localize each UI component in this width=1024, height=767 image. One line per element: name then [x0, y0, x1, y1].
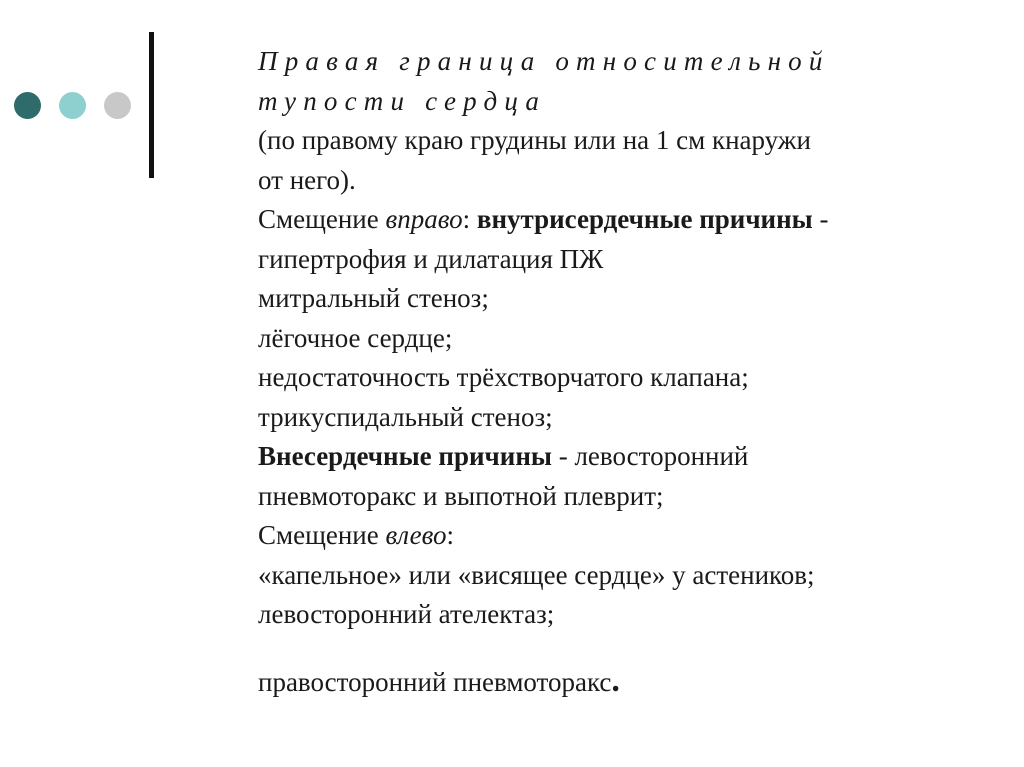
dot-gray	[104, 92, 131, 119]
subtitle-line-1: (по правому краю грудины или на 1 см кнаружи	[258, 125, 811, 155]
intracardiac-item: гипертрофия и дилатация ПЖ	[258, 243, 604, 274]
shift-right-direction: вправо	[385, 204, 463, 234]
intracardiac-item: недостаточность трёхстворчатого клапана;	[258, 362, 749, 392]
intracardiac-label: внутрисердечные причины	[476, 204, 813, 234]
slide-title-line-1: Правая граница относительной	[258, 46, 830, 76]
shift-right-heading	[258, 200, 998, 240]
intracardiac-item: лёгочное сердце;	[258, 322, 453, 353]
subtitle-line-2: от него).	[258, 164, 356, 195]
shift-right-colon: :	[462, 204, 477, 234]
intracardiac-item: митральный стеноз;	[258, 283, 489, 313]
vertical-divider	[149, 32, 154, 178]
dot-light-teal	[59, 92, 86, 119]
intracardiac-dash: -	[812, 204, 829, 234]
extracardiac-heading	[258, 437, 998, 477]
shift-left-item: левосторонний ателектаз;	[258, 599, 555, 629]
last-item	[258, 661, 998, 703]
shift-left-colon: :	[446, 520, 455, 550]
intracardiac-item: трикуспидальный стеноз;	[258, 401, 553, 432]
shift-left-label: Смещение	[258, 520, 386, 550]
extracardiac-continuation: пневмоторакс и выпотной плеврит;	[258, 480, 664, 511]
last-item-period: .	[611, 661, 620, 699]
extracardiac-label: Внесердечные причины	[258, 441, 552, 471]
shift-left-direction: влево	[385, 520, 447, 550]
dot-dark-teal	[14, 92, 41, 119]
extracardiac-text: - левосторонний	[551, 441, 749, 471]
slide-title-line-2: тупости сердца	[258, 85, 547, 116]
decorative-dots	[14, 92, 131, 119]
shift-left-heading	[258, 516, 998, 556]
slide-content	[258, 42, 998, 702]
last-item-text: правосторонний пневмоторакс	[258, 666, 612, 697]
shift-left-item: «капельное» или «висящее сердце» у астеников;	[258, 559, 815, 590]
shift-right-label: Смещение	[258, 204, 386, 234]
